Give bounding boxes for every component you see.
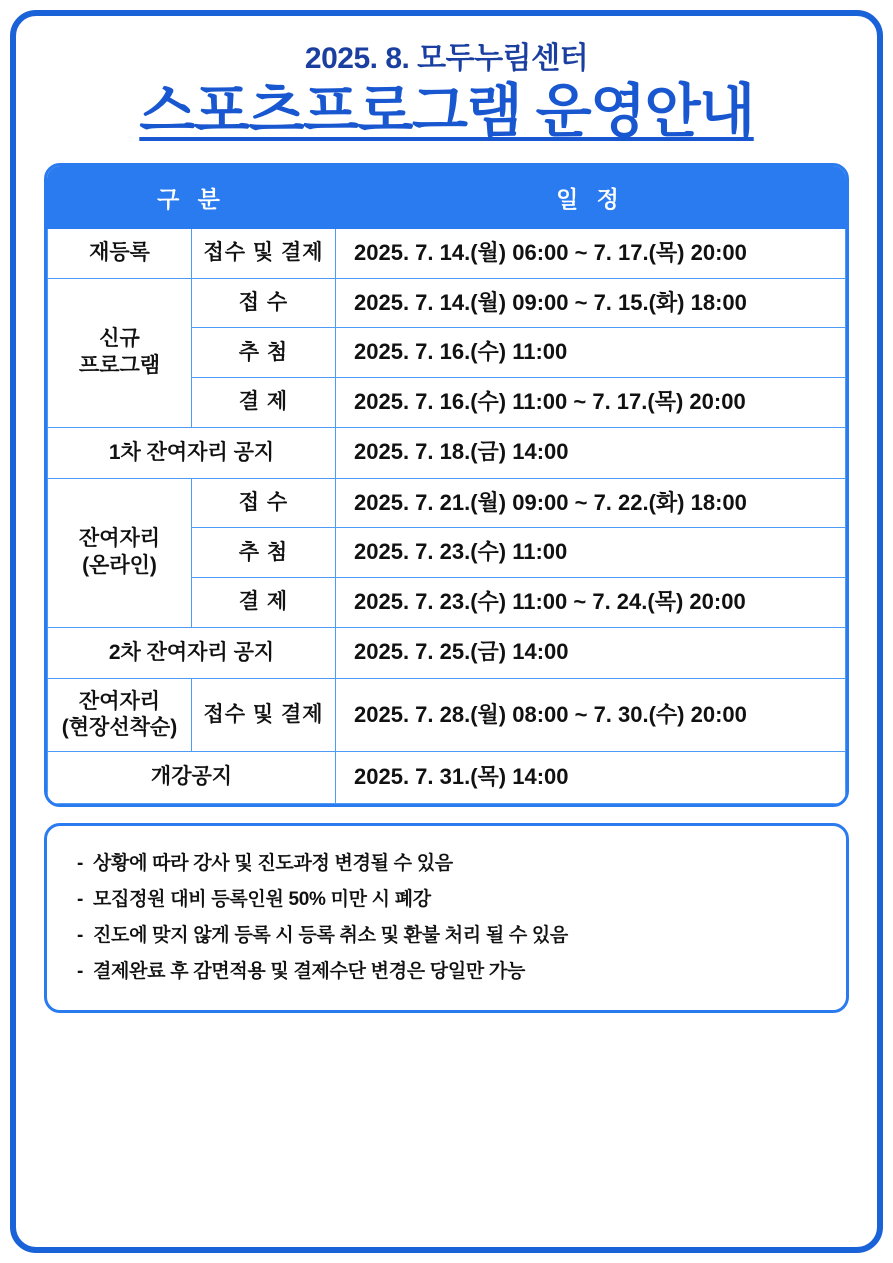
table-row [48, 752, 846, 803]
row-action: 결 제 [192, 377, 336, 427]
row-action: 접 수 [192, 278, 336, 328]
row-category: 1차 잔여자리 공지 [48, 427, 336, 478]
table-row [48, 278, 846, 328]
row-category: 신규 프로그램 [48, 278, 192, 427]
notes-box [44, 823, 849, 1013]
table-row [48, 627, 846, 678]
row-action: 추 첨 [192, 528, 336, 578]
table-header-row [48, 167, 846, 229]
row-date: 2025. 7. 21.(월) 09:00 ~ 7. 22.(화) 18:00 [336, 478, 846, 528]
table-row [48, 478, 846, 528]
note-item [77, 882, 820, 918]
schedule-table [47, 166, 846, 803]
table-row [48, 427, 846, 478]
row-category: 재등록 [48, 229, 192, 279]
schedule-table-container [44, 163, 849, 806]
row-date: 2025. 7. 14.(월) 06:00 ~ 7. 17.(목) 20:00 [336, 229, 846, 279]
column-header-schedule: 일 정 [336, 167, 846, 229]
row-action: 추 첨 [192, 328, 336, 378]
row-category: 잔여자리 (현장선착순) [48, 678, 192, 752]
row-date: 2025. 7. 16.(수) 11:00 ~ 7. 17.(목) 20:00 [336, 377, 846, 427]
note-item [77, 954, 820, 990]
table-header [48, 167, 846, 229]
note-text: 결제완료 후 감면적용 및 결제수단 변경은 당일만 가능 [93, 960, 526, 982]
note-dash-icon: - [77, 924, 84, 946]
row-category: 잔여자리 (온라인) [48, 478, 192, 627]
row-date: 2025. 7. 14.(월) 09:00 ~ 7. 15.(화) 18:00 [336, 278, 846, 328]
row-action: 접수 및 결제 [192, 678, 336, 752]
row-date: 2025. 7. 23.(수) 11:00 ~ 7. 24.(목) 20:00 [336, 578, 846, 628]
note-text: 상황에 따라 강사 및 진도과정 변경될 수 있음 [93, 852, 453, 874]
row-action: 접 수 [192, 478, 336, 528]
row-date: 2025. 7. 16.(수) 11:00 [336, 328, 846, 378]
table-row [48, 678, 846, 752]
note-text: 진도에 맞지 않게 등록 시 등록 취소 및 환불 처리 될 수 있음 [93, 924, 568, 946]
table-body [48, 229, 846, 803]
note-dash-icon: - [77, 888, 84, 910]
note-item [77, 846, 820, 882]
row-category: 2차 잔여자리 공지 [48, 627, 336, 678]
table-row [48, 229, 846, 279]
row-action: 결 제 [192, 578, 336, 628]
row-date: 2025. 7. 31.(목) 14:00 [336, 752, 846, 803]
poster-subtitle: 2025. 8. 모두누림센터 [304, 42, 589, 75]
poster-title: 스포츠프로그램 운영안내 [139, 78, 754, 144]
row-date: 2025. 7. 23.(수) 11:00 [336, 528, 846, 578]
note-item [77, 918, 820, 954]
note-text: 모집정원 대비 등록인원 50% 미만 시 폐강 [93, 888, 431, 910]
row-category: 개강공지 [48, 752, 336, 803]
note-dash-icon: - [77, 852, 84, 874]
title-block [44, 42, 849, 145]
row-date: 2025. 7. 25.(금) 14:00 [336, 627, 846, 678]
note-dash-icon: - [77, 960, 84, 982]
column-header-division: 구 분 [48, 167, 336, 229]
row-date: 2025. 7. 28.(월) 08:00 ~ 7. 30.(수) 20:00 [336, 678, 846, 752]
row-action: 접수 및 결제 [192, 229, 336, 279]
row-date: 2025. 7. 18.(금) 14:00 [336, 427, 846, 478]
